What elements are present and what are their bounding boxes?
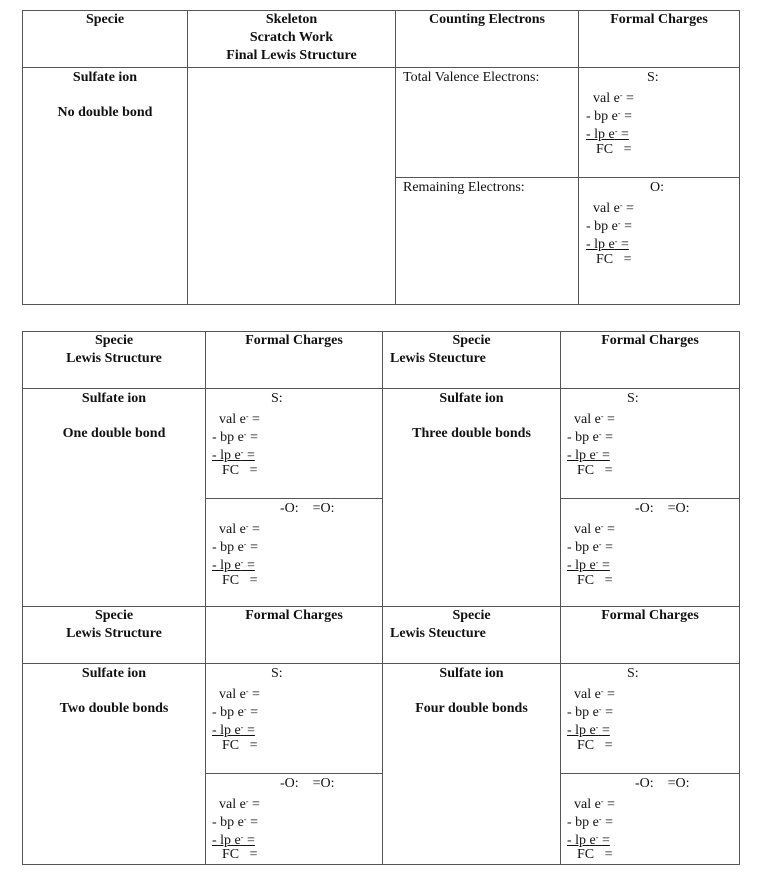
fc-lp-line: - lp e- =: [567, 833, 610, 848]
atom-label: S:: [271, 391, 283, 406]
fc-lp-line: - lp e- =: [212, 558, 255, 573]
header-specie-lewis-alt: Specie Lewis Steucture: [383, 332, 561, 389]
fc-lp-line: - lp e- =: [212, 833, 255, 848]
atom-label: S:: [627, 666, 639, 681]
fc-bp-line: - bp e- =: [567, 705, 613, 720]
fc-bp-line: - bp e- =: [212, 705, 258, 720]
specie-cell-two-double: Sulfate ion Two double bonds: [23, 664, 206, 865]
fc-result-line: FC =: [222, 847, 258, 862]
fc-val-line: val e- =: [219, 687, 260, 702]
fc-lp-line: - lp e- =: [586, 127, 629, 142]
fc-bp-line: - bp e- =: [212, 430, 258, 445]
specie-name: Sulfate ion: [72, 70, 138, 85]
header-specie-lewis-alt: Specie Lewis Steucture: [383, 607, 561, 664]
header-formal-charges: Formal Charges: [579, 11, 740, 68]
remaining-electrons-cell[interactable]: [396, 178, 579, 305]
header-formal-charges: Formal Charges: [206, 332, 383, 389]
fc-result-line: FC =: [577, 463, 613, 478]
fc-val-line: val e- =: [574, 687, 615, 702]
remaining-label: Remaining Electrons:: [403, 180, 525, 195]
fc-bp-line: - bp e- =: [567, 430, 613, 445]
specie-cell-one-double: Sulfate ion One double bond: [23, 389, 206, 607]
atom-label: O:: [650, 180, 664, 195]
fc-oxygen-cell[interactable]: [206, 774, 383, 865]
worksheet-table-2: [22, 331, 740, 865]
fc-bp-line: - bp e- =: [567, 815, 613, 830]
atom-label: -O: =O:: [280, 776, 335, 791]
atom-label: S:: [271, 666, 283, 681]
header-specie: Specie: [23, 11, 188, 68]
fc-val-line: val e- =: [574, 522, 615, 537]
scratch-work-cell[interactable]: [188, 68, 396, 305]
fc-oxygen-cell[interactable]: [579, 178, 740, 305]
fc-val-line: val e- =: [219, 412, 260, 427]
fc-sulfur-cell[interactable]: [206, 664, 383, 774]
fc-lp-line: - lp e- =: [567, 558, 610, 573]
header-specie-lewis: Specie Lewis Structure: [23, 607, 206, 664]
fc-val-line: val e- =: [574, 412, 615, 427]
header-formal-charges: Formal Charges: [561, 607, 740, 664]
total-valence-label: Total Valence Electrons:: [403, 70, 540, 85]
fc-lp-line: - lp e- =: [567, 448, 610, 463]
atom-label: -O: =O:: [280, 501, 335, 516]
atom-label: -O: =O:: [635, 776, 690, 791]
fc-lp-line: - lp e- =: [212, 723, 255, 738]
fc-val-line: val e- =: [593, 201, 634, 216]
fc-result-line: FC =: [596, 142, 632, 157]
fc-oxygen-cell[interactable]: [561, 499, 740, 607]
fc-bp-line: - bp e- =: [586, 219, 632, 234]
header-formal-charges: Formal Charges: [206, 607, 383, 664]
fc-val-line: val e- =: [593, 91, 634, 106]
fc-val-line: val e- =: [219, 797, 260, 812]
fc-result-line: FC =: [577, 847, 613, 862]
header-formal-charges: Formal Charges: [561, 332, 740, 389]
fc-val-line: val e- =: [219, 522, 260, 537]
worksheet-table-1: [22, 10, 740, 305]
fc-oxygen-cell[interactable]: [561, 774, 740, 865]
header-skeleton: Skeleton Scratch Work Final Lewis Structure: [188, 11, 396, 68]
atom-label: -O: =O:: [635, 501, 690, 516]
header-counting-electrons: Counting Electrons: [396, 11, 579, 68]
header-specie-lewis: Specie Lewis Structure: [23, 332, 206, 389]
fc-result-line: FC =: [222, 738, 258, 753]
specie-cell-three-double: Sulfate ion Three double bonds: [383, 389, 561, 607]
fc-bp-line: - bp e- =: [586, 109, 632, 124]
specie-cell-four-double: Sulfate ion Four double bonds: [383, 664, 561, 865]
fc-sulfur-cell[interactable]: [579, 68, 740, 178]
fc-val-line: val e- =: [574, 797, 615, 812]
fc-result-line: FC =: [596, 252, 632, 267]
fc-sulfur-cell[interactable]: [206, 389, 383, 499]
specie-variant: No double bond: [57, 105, 153, 120]
fc-oxygen-cell[interactable]: [206, 499, 383, 607]
atom-label: S:: [647, 70, 659, 85]
fc-sulfur-cell[interactable]: [561, 664, 740, 774]
atom-label: S:: [627, 391, 639, 406]
fc-result-line: FC =: [577, 738, 613, 753]
fc-bp-line: - bp e- =: [212, 815, 258, 830]
fc-lp-line: - lp e- =: [586, 237, 629, 252]
fc-sulfur-cell[interactable]: [561, 389, 740, 499]
fc-lp-line: - lp e- =: [567, 723, 610, 738]
total-valence-cell[interactable]: [396, 68, 579, 178]
fc-bp-line: - bp e- =: [567, 540, 613, 555]
fc-result-line: FC =: [222, 573, 258, 588]
specie-cell: [23, 68, 188, 305]
fc-result-line: FC =: [222, 463, 258, 478]
fc-lp-line: - lp e- =: [212, 448, 255, 463]
fc-result-line: FC =: [577, 573, 613, 588]
fc-bp-line: - bp e- =: [212, 540, 258, 555]
